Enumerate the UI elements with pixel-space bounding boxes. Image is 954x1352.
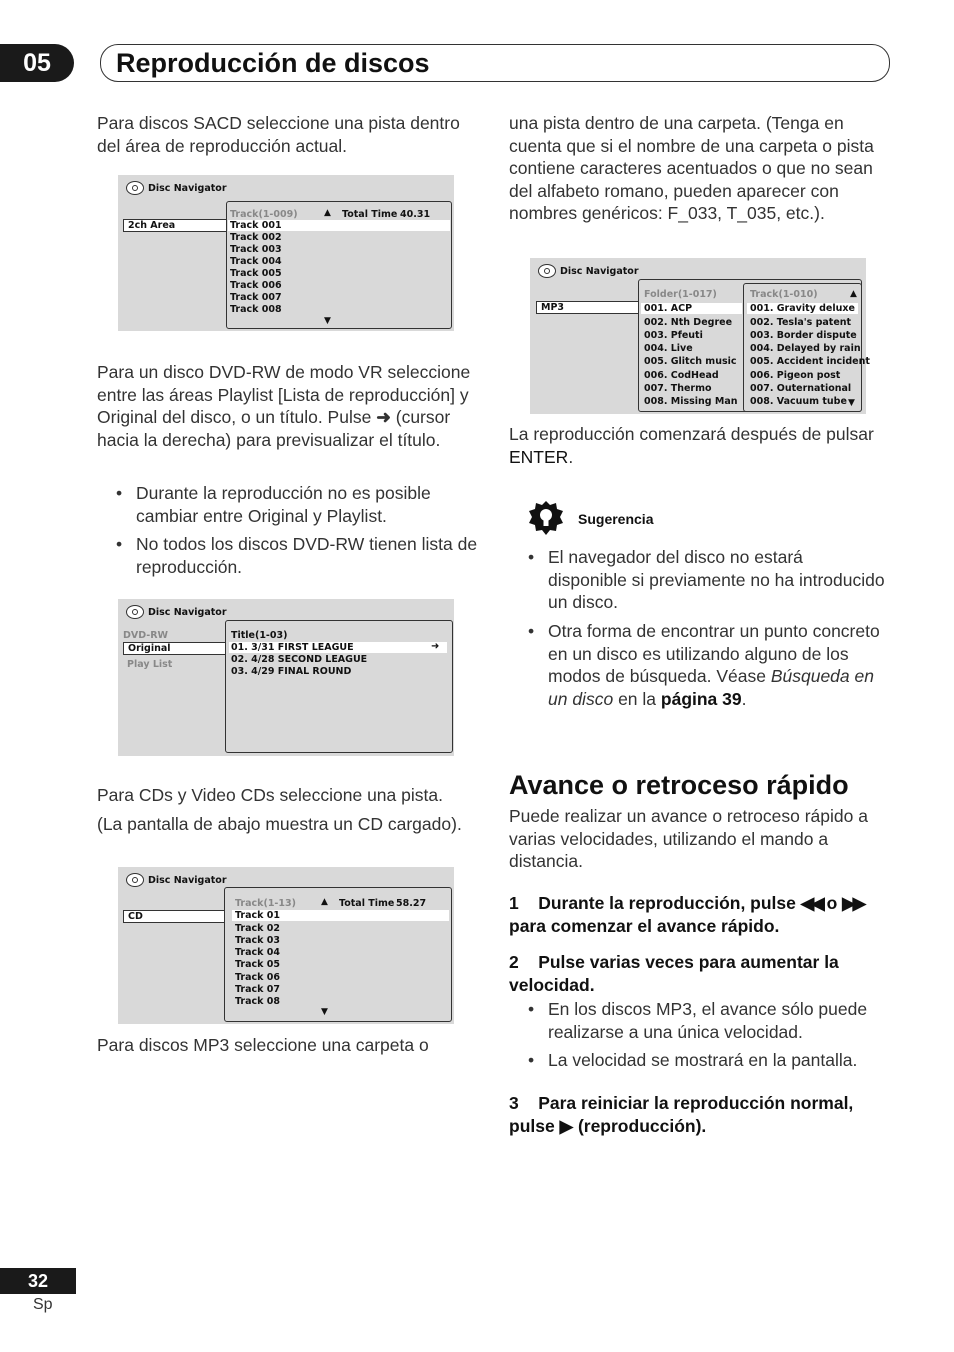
- page-number: 32: [0, 1268, 76, 1294]
- tip-bullet: • El navegador del disco no estará disponible si previamente no ha introducido un disco.: [528, 547, 885, 613]
- page-title: Reproducción de discos: [116, 48, 430, 78]
- tip-bullet-text: El navegador del disco no estará disponible si previamente no ha introducido un disco.: [548, 547, 885, 613]
- paragraph-enter: [509, 423, 887, 468]
- up-arrow-icon: ▲: [324, 208, 331, 218]
- track-item[interactable]: Track 003: [230, 244, 282, 255]
- track-item[interactable]: Track 04: [235, 947, 281, 958]
- tip-title: Sugerencia: [578, 511, 654, 527]
- screen-header: [126, 181, 227, 195]
- paragraph-mp3-cont: una pista dentro de una carpeta. (Tenga en cuenta que si el nombre de una carpeta o pista contiene caracteres acentuados o que no sean del alfabeto romano, pueden aparecer con nombres genéricos: F_033, T_035, etc.).: [509, 113, 874, 224]
- track-item[interactable]: Track 001: [228, 220, 450, 231]
- screen-header: [538, 264, 639, 278]
- folder-item[interactable]: 007. Thermo: [644, 383, 712, 394]
- track-header: Track(1-009): [230, 209, 298, 220]
- track-item[interactable]: 001. Gravity deluxe: [747, 303, 858, 314]
- down-arrow-icon: ▼: [324, 316, 331, 326]
- area-item-original[interactable]: Original: [123, 642, 229, 655]
- track-item[interactable]: Track 002: [230, 232, 282, 243]
- step-text-or: o: [826, 893, 838, 913]
- down-arrow-icon: ▼: [321, 1007, 328, 1017]
- bullet-item: • Durante la reproducción no es posible cambiar entre Original y Playlist.: [116, 483, 431, 526]
- area-item[interactable]: CD: [123, 910, 231, 923]
- folder-item[interactable]: 001. ACP: [641, 303, 742, 314]
- language-code: Sp: [33, 1296, 53, 1313]
- track-item[interactable]: Track 01: [232, 910, 449, 921]
- page-reference: página 39: [660, 688, 742, 709]
- screen-sacd: [118, 175, 454, 331]
- track-item[interactable]: Track 06: [235, 972, 281, 983]
- step-bullet: • La velocidad se mostrará en la pantalla.: [528, 1050, 858, 1070]
- down-arrow-icon: ▼: [848, 398, 855, 408]
- screen-dvd: [118, 599, 454, 756]
- step-text-2: (reproducción).: [577, 1115, 707, 1136]
- folder-item[interactable]: 005. Glitch music: [644, 356, 737, 367]
- title-item[interactable]: 01. 3/31 FIRST LEAGUE: [229, 642, 447, 653]
- tip-link-italic: Búsqueda en un disco: [548, 666, 874, 709]
- step-text-2: para comenzar el avance rápido.: [509, 915, 780, 936]
- track-item[interactable]: Track 005: [230, 268, 282, 279]
- paragraph-dvd-text-2: (cursor hacia la derecha) para previsualizar el título.: [97, 407, 451, 450]
- play-icon: ▶: [559, 1115, 574, 1136]
- folder-header: Folder(1-017): [644, 289, 717, 300]
- folder-item[interactable]: 003. Pfeuti: [644, 330, 703, 341]
- folder-item[interactable]: 004. Live: [644, 343, 693, 354]
- step-number: 3: [509, 1093, 519, 1113]
- disc-icon: [126, 181, 144, 195]
- paragraph-enter-end: .: [568, 446, 574, 467]
- screen-cd: [118, 867, 454, 1024]
- section-intro: Puede realizar un avance o retroceso rápido a varias velocidades, utilizando el mando a distancia.: [509, 806, 868, 872]
- bullet-text: Durante la reproducción no es posible cambiar entre Original y Playlist.: [136, 483, 431, 526]
- section-heading: Avance o retroceso rápido: [509, 770, 849, 800]
- track-item[interactable]: Track 007: [230, 292, 282, 303]
- track-item[interactable]: 004. Delayed by rain: [750, 343, 861, 354]
- screen-title: Disc Navigator: [560, 265, 639, 277]
- up-arrow-icon: ▲: [321, 897, 328, 907]
- step-number: 1: [509, 893, 519, 913]
- step-number: 2: [509, 952, 519, 972]
- title-item[interactable]: 03. 4/29 FINAL ROUND: [231, 666, 352, 677]
- area-item[interactable]: 2ch Area: [123, 219, 227, 232]
- bullet-item: • No todos los discos DVD-RW tienen lista de reproducción.: [116, 534, 478, 577]
- paragraph-cd-note: (La pantalla de abajo muestra un CD cargado).: [97, 814, 462, 834]
- total-time-label: Total Time: [339, 898, 395, 909]
- track-header: Track(1-010): [750, 289, 818, 300]
- right-arrow-icon: ➜: [431, 641, 440, 652]
- folder-item[interactable]: 002. Nth Degree: [644, 317, 733, 328]
- bullet-text: No todos los discos DVD-RW tienen lista de reproducción.: [136, 534, 478, 577]
- track-item[interactable]: Track 03: [235, 935, 281, 946]
- step-bullet-text: La velocidad se mostrará en la pantalla.: [548, 1050, 858, 1070]
- paragraph-mp3: Para discos MP3 seleccione una carpeta o: [97, 1035, 429, 1055]
- title-header: Title(1-03): [231, 630, 288, 641]
- lightbulb-icon: [528, 500, 564, 536]
- track-item[interactable]: 006. Pigeon post: [750, 370, 841, 381]
- area-item-playlist[interactable]: Play List: [127, 659, 173, 670]
- track-item[interactable]: 003. Border dispute: [750, 330, 857, 341]
- up-arrow-icon: ▲: [850, 289, 857, 299]
- paragraph-enter-text: La reproducción comenzará después de pulsar: [509, 424, 874, 444]
- step-text: Para reiniciar la reproducción normal, pulse: [509, 1093, 854, 1136]
- enter-key-label: ENTER: [509, 446, 569, 467]
- step-bullet-text: En los discos MP3, el avance sólo puede realizarse a una única velocidad.: [548, 999, 868, 1042]
- chapter-badge: [0, 44, 74, 82]
- step-1: [509, 892, 889, 937]
- track-item[interactable]: Track 07: [235, 984, 281, 995]
- area-item[interactable]: MP3: [536, 301, 640, 314]
- track-item[interactable]: Track 08: [235, 996, 281, 1007]
- track-item[interactable]: Track 008: [230, 304, 282, 315]
- tip-bullet-end: .: [741, 688, 747, 709]
- track-item[interactable]: Track 006: [230, 280, 282, 291]
- rewind-icon: ◀◀: [800, 893, 822, 913]
- paragraph-cd: Para CDs y Video CDs seleccione una pista.: [97, 785, 443, 805]
- folder-item[interactable]: 008. Missing Man: [644, 396, 738, 407]
- track-item[interactable]: 007. Outernational: [750, 383, 852, 394]
- track-item[interactable]: 005. Accident incident: [750, 356, 870, 367]
- total-time-value: 40.31: [400, 209, 431, 220]
- track-item[interactable]: Track 05: [235, 959, 281, 970]
- disc-type: DVD-RW: [123, 630, 169, 641]
- screen-header: [126, 605, 227, 619]
- title-item[interactable]: 02. 4/28 SECOND LEAGUE: [231, 654, 368, 665]
- screen-title: Disc Navigator: [148, 606, 227, 618]
- step-bullet: • En los discos MP3, el avance sólo puede realizarse a una única velocidad.: [528, 999, 868, 1042]
- paragraph-sacd: Para discos SACD seleccione una pista dentro del área de reproducción actual.: [97, 113, 460, 156]
- paragraph-dvd-text: Para un disco DVD-RW de modo VR seleccione entre las áreas Playlist [Lista de reproducción] y Original del disco, o un título. Pulse: [97, 362, 471, 428]
- track-item[interactable]: 002. Tesla's patent: [750, 317, 852, 328]
- screen-mp3: [530, 258, 870, 414]
- disc-icon: [126, 873, 144, 887]
- step-3: [509, 1092, 889, 1137]
- track-item[interactable]: Track 02: [235, 923, 281, 934]
- screen-title: Disc Navigator: [148, 874, 227, 886]
- chapter-number: 05: [23, 48, 51, 77]
- paragraph-dvd: [97, 361, 479, 451]
- screen-title: Disc Navigator: [148, 182, 227, 194]
- step-text: Durante la reproducción, pulse: [538, 893, 796, 913]
- step-2: [509, 951, 889, 996]
- right-arrow-icon: ➜: [376, 407, 391, 428]
- track-item[interactable]: Track 004: [230, 256, 282, 267]
- step-text: Pulse varias veces para aumentar la velocidad.: [509, 952, 839, 995]
- tip-bullet-text-2: en la: [618, 688, 657, 709]
- track-header: Track(1-13): [235, 898, 296, 909]
- total-time-value: 58.27: [396, 898, 427, 909]
- track-item[interactable]: 008. Vacuum tube: [750, 396, 847, 407]
- tip-bullet-text: Otra forma de encontrar un punto concreto en un disco es utilizando alguno de los modos de búsqueda. Véase: [548, 621, 880, 687]
- total-time-label: Total Time: [342, 209, 398, 220]
- fast-forward-icon: ▶▶: [842, 893, 864, 913]
- disc-icon: [126, 605, 144, 619]
- tip-bullet: • Otra forma de encontrar un punto concreto en un disco es utilizando alguno de los modos de búsqueda. Véase Búsqueda en un disco en la página 39.: [528, 621, 880, 709]
- disc-icon: [538, 264, 556, 278]
- folder-item[interactable]: 006. CodHead: [644, 370, 719, 381]
- screen-header: [126, 873, 227, 887]
